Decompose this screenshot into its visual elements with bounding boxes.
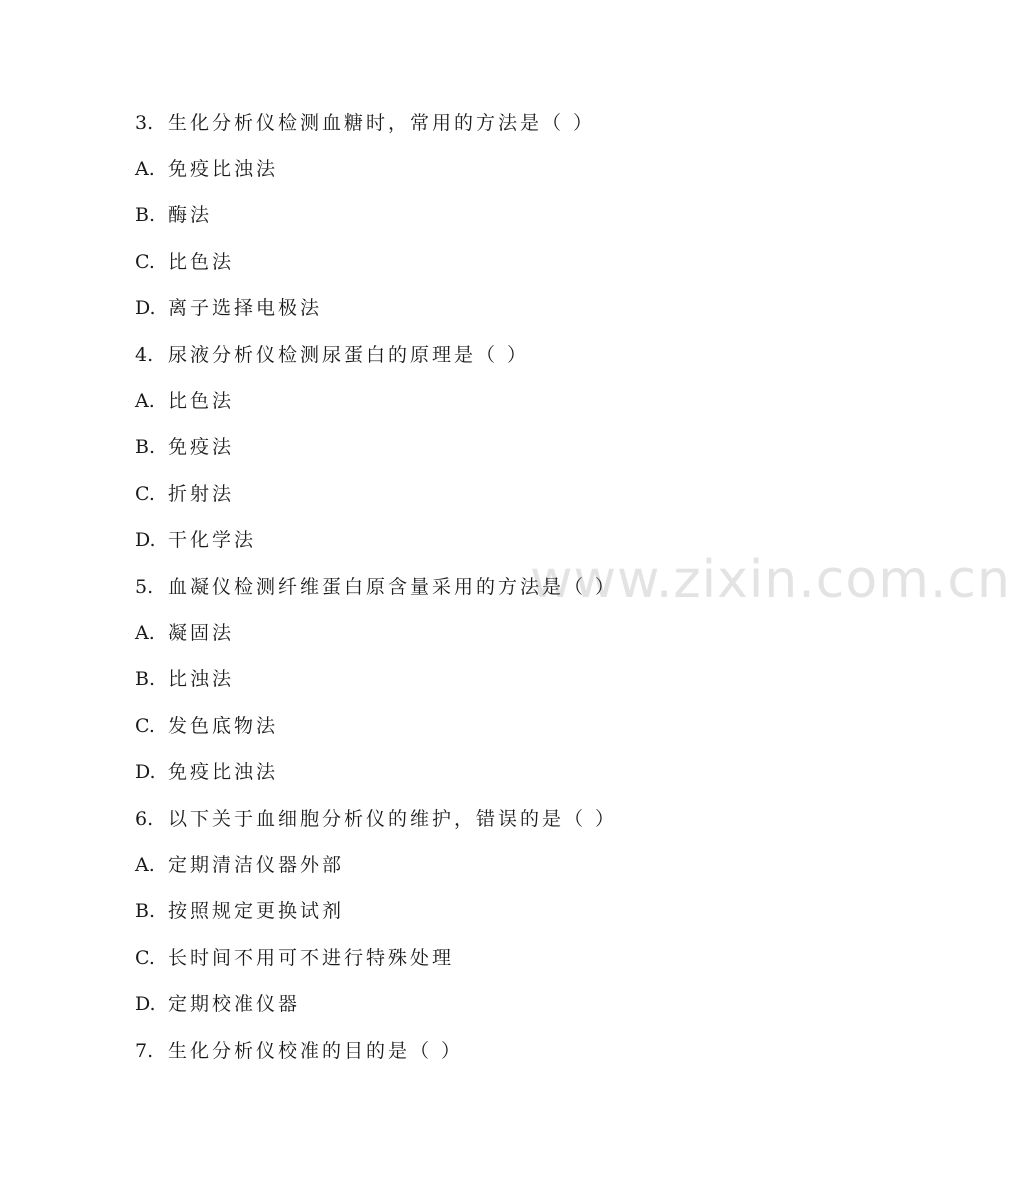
option-text: 折射法 <box>168 483 235 505</box>
option-b <box>135 432 234 462</box>
option-c <box>135 247 234 277</box>
option-label: D. <box>135 761 156 783</box>
option-label: C. <box>135 715 155 737</box>
option-b <box>135 200 212 230</box>
option-c <box>135 479 234 509</box>
option-label: B. <box>135 900 156 922</box>
option-d <box>135 293 322 323</box>
option-label: B. <box>135 668 156 690</box>
option-d <box>135 757 278 787</box>
option-text: 比浊法 <box>168 668 235 690</box>
option-label: A. <box>135 390 155 412</box>
option-text: 比色法 <box>168 251 235 273</box>
question-3 <box>135 108 595 138</box>
option-a <box>135 154 278 184</box>
option-text: 凝固法 <box>168 622 235 644</box>
question-number: 7. <box>135 1040 154 1062</box>
option-text: 比色法 <box>168 390 235 412</box>
question-text: 生化分析仪检测血糖时，常用的方法是（ ） <box>168 112 596 134</box>
option-text: 按照规定更换试剂 <box>168 900 345 922</box>
question-5 <box>135 572 617 602</box>
question-number: 6. <box>135 808 154 830</box>
question-text: 血凝仪检测纤维蛋白原含量采用的方法是（ ） <box>168 576 618 598</box>
question-4 <box>135 340 529 370</box>
option-label: B. <box>135 436 156 458</box>
option-c <box>135 711 278 741</box>
option-label: A. <box>135 158 155 180</box>
option-label: C. <box>135 483 155 505</box>
option-label: D. <box>135 529 156 551</box>
option-label: D. <box>135 297 156 319</box>
question-7 <box>135 1036 463 1066</box>
option-text: 发色底物法 <box>168 715 279 737</box>
option-label: C. <box>135 251 155 273</box>
option-label: C. <box>135 947 155 969</box>
question-number: 4. <box>135 344 154 366</box>
question-text: 以下关于血细胞分析仪的维护，错误的是（ ） <box>168 808 618 830</box>
option-label: D. <box>135 993 156 1015</box>
option-text: 离子选择电极法 <box>168 297 323 319</box>
option-a <box>135 386 234 416</box>
option-text: 干化学法 <box>168 529 257 551</box>
option-c <box>135 943 454 973</box>
option-text: 免疫法 <box>168 436 235 458</box>
question-text: 生化分析仪校准的目的是（ ） <box>168 1040 464 1062</box>
option-label: A. <box>135 854 155 876</box>
question-6 <box>135 804 617 834</box>
option-label: A. <box>135 622 155 644</box>
question-number: 5. <box>135 576 154 598</box>
option-d <box>135 989 300 1019</box>
option-a <box>135 850 344 880</box>
option-text: 免疫比浊法 <box>168 761 279 783</box>
option-d <box>135 525 256 555</box>
watermark: www.zixin.com.cn <box>530 550 1011 610</box>
option-a <box>135 618 234 648</box>
option-text: 定期清洁仪器外部 <box>168 854 345 876</box>
option-label: B. <box>135 204 156 226</box>
option-text: 定期校准仪器 <box>168 993 301 1015</box>
option-text: 免疫比浊法 <box>168 158 279 180</box>
option-text: 长时间不用可不进行特殊处理 <box>168 947 455 969</box>
question-number: 3. <box>135 112 154 134</box>
question-text: 尿液分析仪检测尿蛋白的原理是（ ） <box>168 344 530 366</box>
option-b <box>135 896 344 926</box>
option-b <box>135 664 234 694</box>
option-text: 酶法 <box>168 204 213 226</box>
